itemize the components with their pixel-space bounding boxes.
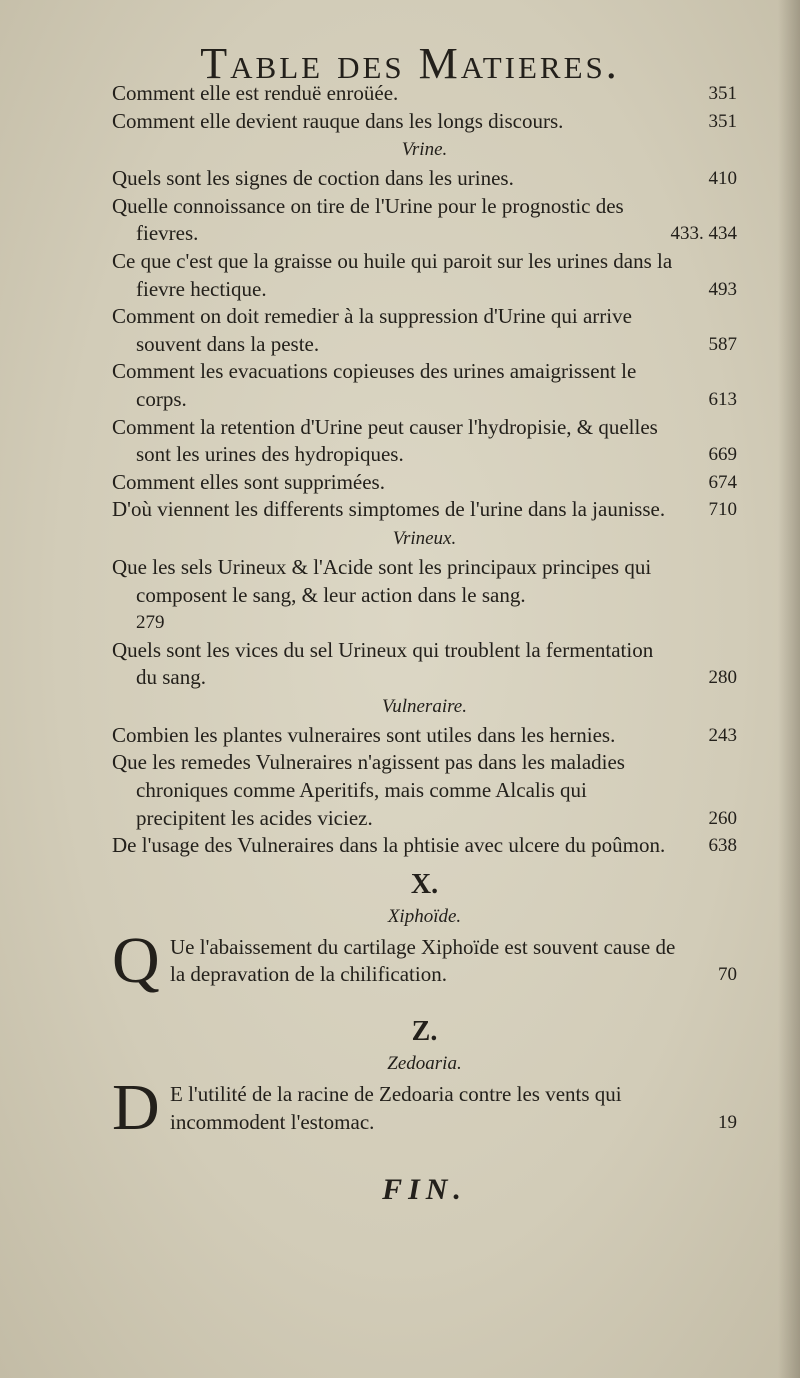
index-entry — [112, 193, 737, 248]
entry-page: 638 — [708, 835, 737, 857]
entry-page: 243 — [708, 724, 737, 746]
entry-text: Comment les evacuations copieuses des urines amaigrissent le corps. — [112, 359, 637, 411]
entry-page: 587 — [708, 333, 737, 355]
index-entry — [112, 303, 737, 358]
entry-page: 674 — [708, 471, 737, 493]
section-heading-urine: Vrine. — [401, 139, 448, 161]
entry-page: 710 — [708, 499, 737, 521]
index-entry — [112, 165, 737, 193]
entry-text: Que les remedes Vulneraires n'agissent pas dans les maladies chroniques comme Aperitifs, mais comme Alcalis qui precipitent les acides viciez. — [112, 750, 625, 830]
entry-text: Que les sels Urineux & l'Acide sont les principaux principes qui composent le sang, & leur action dans le sang. — [112, 554, 652, 607]
index-content — [112, 80, 737, 1207]
section-heading-zedoaria: Zedoaria. — [387, 1053, 462, 1075]
index-entry-dropcap — [112, 1071, 737, 1145]
entry-page: 493 — [708, 278, 737, 300]
entry-page: 351 — [708, 83, 737, 104]
entry-page: 279 — [136, 612, 165, 634]
entry-page: 613 — [708, 388, 737, 410]
entry-text: Comment elle est renduë enroüée. — [112, 81, 399, 105]
drop-cap: D — [112, 1071, 160, 1145]
entry-page: 433. 434 — [670, 223, 737, 245]
entry-page: 410 — [708, 168, 737, 190]
index-entry-dropcap — [112, 923, 737, 997]
section-heading-vulneraire: Vulneraire. — [382, 695, 467, 717]
index-entry — [112, 832, 737, 860]
entry-text: Quels sont les vices du sel Urineux qui troublent la fermentation du sang. — [112, 637, 654, 690]
letter-heading-x: X. — [410, 868, 439, 900]
page-edge-shadow — [778, 0, 800, 1378]
fin-mark: FIN. — [382, 1173, 467, 1207]
entry-page: 260 — [708, 807, 737, 829]
index-entry — [112, 414, 737, 469]
index-entry — [112, 469, 737, 497]
entry-page: 70 — [718, 964, 737, 986]
index-entry — [112, 749, 737, 832]
entry-text: Ce que c'est que la graisse ou huile qui paroit sur les urines dans la fievre hectique. — [112, 248, 673, 301]
index-entry — [112, 108, 737, 136]
entry-text: E l'utilité de la racine de Zedoaria contre les vents qui incommodent l'estomac. — [170, 1082, 622, 1134]
letter-heading-z: Z. — [411, 1016, 438, 1048]
drop-cap: Q — [112, 923, 160, 997]
entry-text: Comment la retention d'Urine peut causer l'hydropisie, & quelles sont les urines des hydropiques. — [112, 414, 658, 467]
entry-text: Comment elle devient rauque dans les longs discours. — [112, 108, 564, 133]
entry-text: Quelle connoissance on tire de l'Urine pour le prognostic des fievres. — [112, 193, 624, 246]
index-entry — [112, 637, 737, 692]
entry-page: 669 — [708, 444, 737, 466]
running-head: Table des Matieres. — [200, 39, 620, 88]
entry-page: 19 — [718, 1111, 737, 1133]
entry-text: D'où viennent les differents simptomes de l'urine dans la jaunisse. — [112, 497, 666, 522]
index-entry — [112, 358, 737, 413]
entry-text: Quels sont les signes de coction dans les urines. — [112, 166, 514, 191]
index-entry — [112, 496, 737, 524]
entry-text: Combien les plantes vulneraires sont utiles dans les hernies. — [112, 722, 616, 747]
entry-text: Comment elles sont supprimées. — [112, 469, 385, 494]
section-heading-xiphoide: Xiphoïde. — [387, 905, 462, 927]
entry-page: 280 — [708, 667, 737, 689]
entry-text: Ue l'abaissement du cartilage Xiphoïde est souvent cause de la depravation de la chilification. — [170, 934, 676, 987]
entry-page: 351 — [708, 110, 737, 132]
index-entry — [112, 722, 737, 750]
entry-text: Comment on doit remedier à la suppression d'Urine qui arrive souvent dans la peste. — [112, 304, 632, 356]
index-entry — [112, 248, 737, 303]
section-heading-urineux: Vrineux. — [392, 527, 457, 549]
entry-text: De l'usage des Vulneraires dans la phtisie avec ulcere du poûmon. — [112, 833, 666, 858]
index-entry — [112, 80, 737, 108]
index-entry — [112, 554, 737, 637]
